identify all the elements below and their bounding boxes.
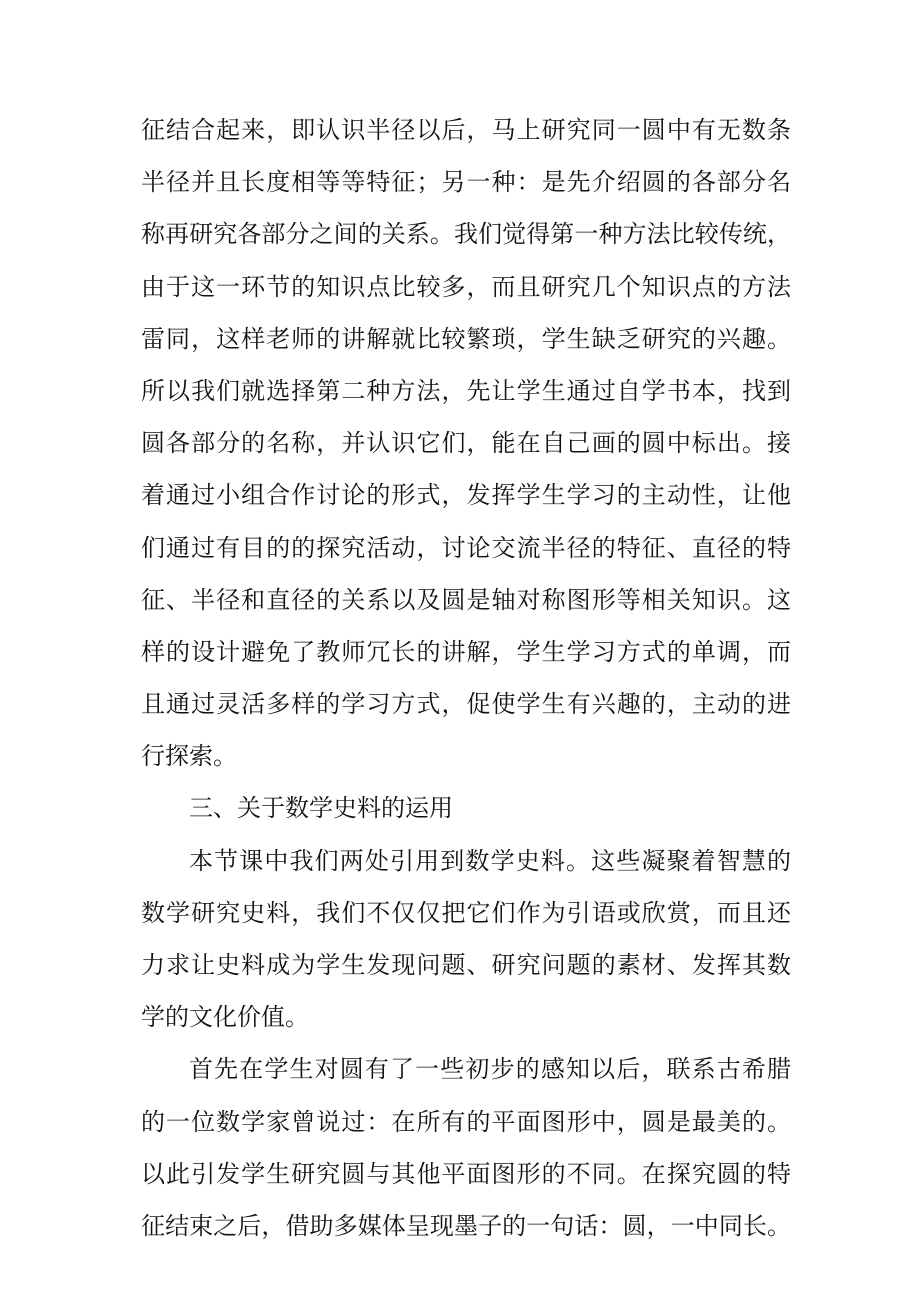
paragraph-first-line: 首先在学生对圆有了一些初步的感知以后，联系古希腊 xyxy=(189,1055,791,1084)
text-line: 数学研究史料，我们不仅仅把它们作为引语或欣赏，而且还 xyxy=(141,898,791,927)
body-text xyxy=(141,104,791,1252)
text-line: 行探索。 xyxy=(141,742,237,771)
text-line: 着通过小组合作讨论的形式，发挥学生学习的主动性，让他 xyxy=(141,481,791,510)
text-line: 圆各部分的名称，并认识它们，能在自己画的圆中标出。接 xyxy=(141,429,791,458)
paragraph-first-line: 本节课中我们两处引用到数学史料。这些凝聚着智慧的 xyxy=(189,846,791,875)
section-heading: 三、关于数学史料的运用 xyxy=(189,794,453,823)
text-line: 样的设计避免了教师冗长的讲解，学生学习方式的单调，而 xyxy=(141,637,791,666)
text-line: 征结束之后，借助多媒体呈现墨子的一句话：圆，一中同长。 xyxy=(141,1211,791,1240)
text-line: 由于这一环节的知识点比较多，而且研究几个知识点的方法 xyxy=(141,272,791,301)
text-line: 雷同，这样老师的讲解就比较繁琐，学生缺乏研究的兴趣。 xyxy=(141,324,791,353)
text-line: 们通过有目的的探究活动，讨论交流半径的特征、直径的特 xyxy=(141,533,791,562)
text-line: 征、半径和直径的关系以及圆是轴对称图形等相关知识。这 xyxy=(141,585,791,614)
text-line: 称再研究各部分之间的关系。我们觉得第一种方法比较传统， xyxy=(141,220,791,249)
text-line: 所以我们就选择第二种方法，先让学生通过自学书本，找到 xyxy=(141,376,791,405)
text-line: 征结合起来，即认识半径以后，马上研究同一圆中有无数条 xyxy=(141,116,791,144)
text-line: 以此引发学生研究圆与其他平面图形的不同。在探究圆的特 xyxy=(141,1159,791,1188)
text-line: 的一位数学家曾说过：在所有的平面图形中，圆是最美的。 xyxy=(141,1107,791,1136)
text-line: 力求让史料成为学生发现问题、研究问题的素材、发挥其数 xyxy=(141,951,791,979)
text-line: 且通过灵活多样的学习方式，促使学生有兴趣的，主动的进 xyxy=(141,690,791,719)
text-line: 学的文化价值。 xyxy=(141,1003,309,1032)
text-line: 半径并且长度相等等特征；另一种：是先介绍圆的各部分名 xyxy=(141,168,791,197)
